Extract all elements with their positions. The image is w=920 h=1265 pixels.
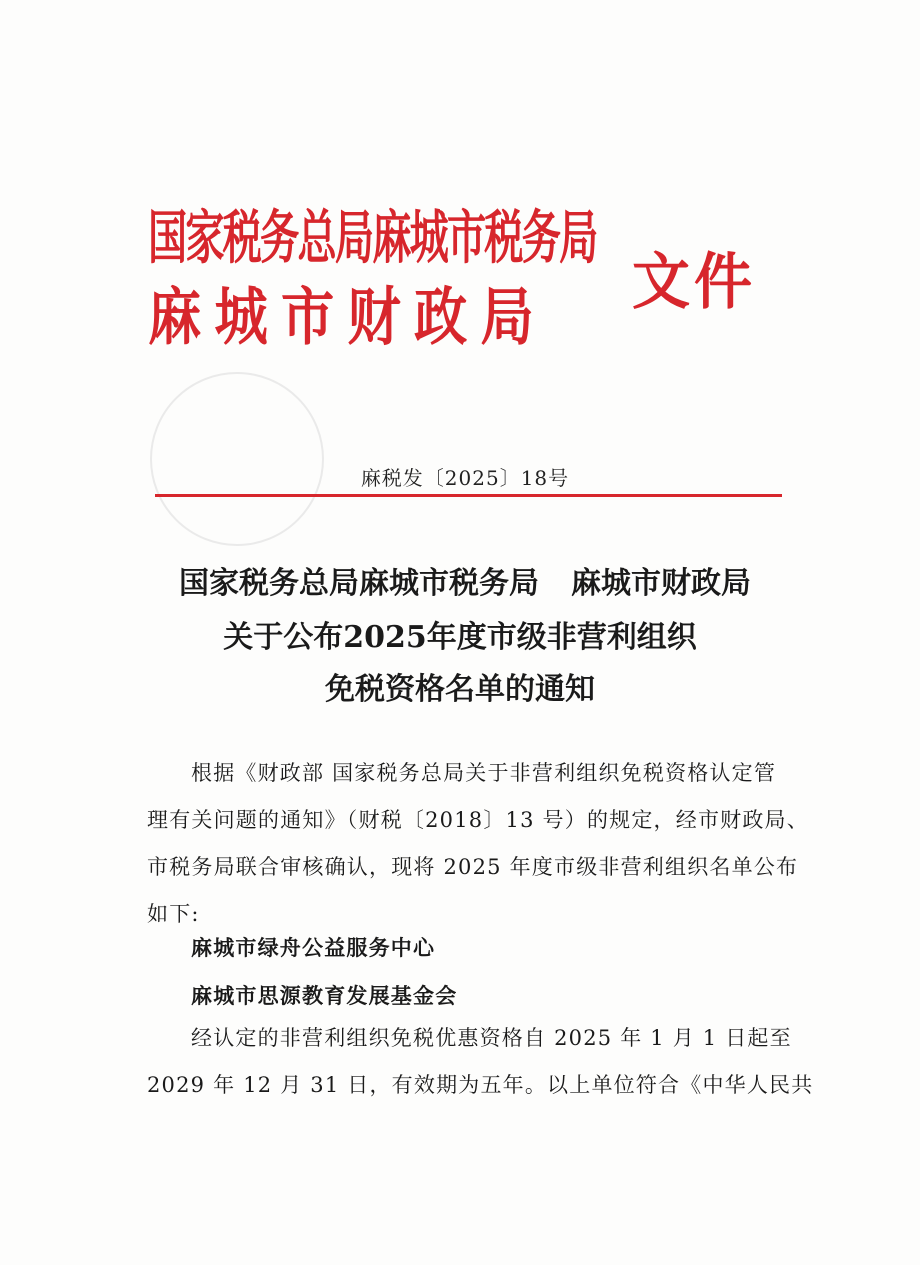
red-divider-line (155, 494, 782, 497)
organization-name: 麻城市思源教育发展基金会 (191, 983, 458, 1008)
header-issuer-finance-bureau: 麻城市财政局 (148, 281, 547, 355)
paragraph-line: 根据《财政部 国家税务总局关于非营利组织免税资格认定管 (191, 761, 777, 785)
title-line-1 (0, 558, 920, 602)
title-line-3: 免税资格名单的通知 (325, 672, 595, 707)
paragraph-line: 经认定的非营利组织免税优惠资格自 2025 年 1 月 1 日起至 (191, 1026, 792, 1050)
organization-name: 麻城市绿舟公益服务中心 (191, 935, 436, 960)
paragraph-line: 市税务局联合审核确认，现将 2025 年度市级非营利组织名单公布 (147, 855, 799, 879)
body-paragraph-1 (147, 750, 809, 938)
title-issuer-a: 国家税务总局麻城市税务局 (179, 566, 539, 601)
faded-seal (150, 372, 324, 546)
body-paragraph-2 (147, 1015, 814, 1109)
title-line-2: 关于公布2025年度市级非营利组织 (223, 620, 697, 655)
header-document-label: 文件 (632, 245, 757, 318)
paragraph-line: 理有关问题的通知》（财税〔2018〕13 号）的规定，经市财政局、 (147, 808, 809, 832)
paragraph-line: 如下: (147, 902, 200, 926)
title-issuer-b: 麻城市财政局 (571, 566, 751, 601)
header-issuer-tax-bureau: 国家税务总局麻城市税务局 (148, 204, 597, 272)
paragraph-line: 2029 年 12 月 31 日，有效期为五年。以上单位符合《中华人民共 (147, 1073, 814, 1097)
document-number: 麻税发〔2025〕18号 (360, 466, 570, 490)
